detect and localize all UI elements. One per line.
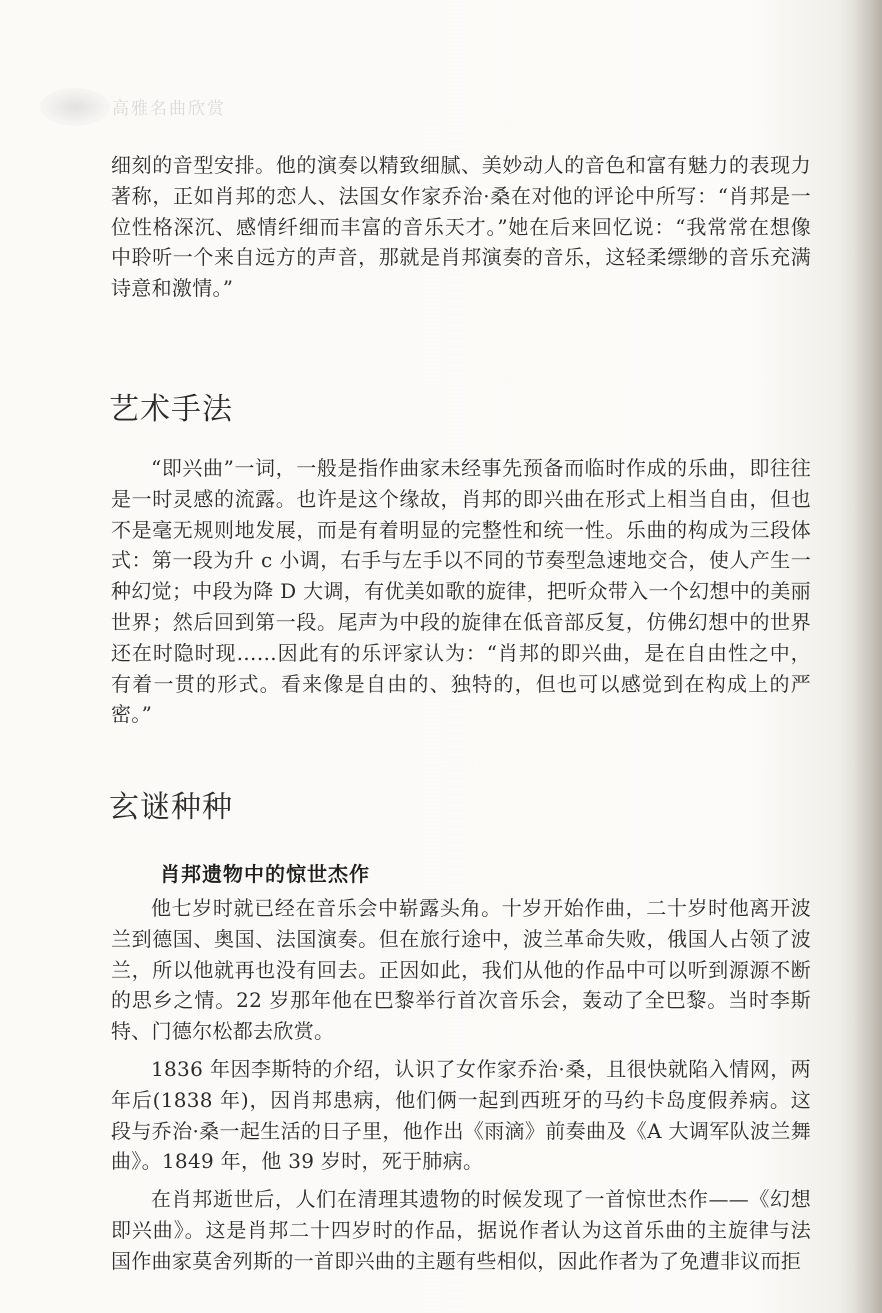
mystery-paragraph-block <box>111 893 811 1277</box>
page-gutter-shadow <box>854 0 882 1313</box>
intro-paragraph-block <box>111 150 811 304</box>
header-ornament-icon <box>40 88 110 126</box>
section-heading-mystery: 玄谜种种 <box>109 790 233 825</box>
art-paragraph: “即兴曲”一词，一般是指作曲家未经事先预备而临时作成的乐曲，即往往是一时灵感的流露。也许是这个缘故，肖邦的即兴曲在形式上相当自由，但也不是毫无规则地发展，而是有着明显的完整性和统一性。乐曲的构成为三段体式：第一段为升 c 小调，右手与左手以不同的节奏型急速地交合，使人产生一种幻觉；中段为降 D 大调，有优美如歌的旋律，把听众带入一个幻想中的美丽世界；然后回到第一段。尾声为中段的旋律在低音部反复，仿佛幻想中的世界还在时隐时现……因此有的乐评家认为：“肖邦的即兴曲，是在自由性之中，有着一贯的形式。看来像是自由的、独特的，但也可以感觉到在构成上的严密。” <box>111 456 811 727</box>
mystery-paragraph-3: 在肖邦逝世后，人们在清理其遗物的时候发现了一首惊世杰作——《幻想即兴曲》。这是肖邦二十四岁时的作品，据说作者认为这首乐曲的主旋律与法国作曲家莫舍列斯的一首即兴曲的主题有些相似，因此作者为了免遭非议而拒 <box>111 1187 811 1273</box>
header-decoration <box>40 70 330 140</box>
header-faded-title: 高雅名曲欣赏 <box>112 99 226 119</box>
intro-paragraph: 细刻的音型安排。他的演奏以精致细腻、美妙动人的音色和富有魅力的表现力著称，正如肖邦的恋人、法国女作家乔治·桑在对他的评论中所写：“肖邦是一位性格深沉、感情纤细而丰富的音乐天才。”她在后来回忆说：“我常常在想像中聆听一个来自远方的声音，那就是肖邦演奏的音乐，这轻柔缥缈的音乐充满诗意和激情。” <box>111 153 811 301</box>
section-heading-art: 艺术手法 <box>109 392 233 427</box>
subsection-heading: 肖邦遗物中的惊世杰作 <box>160 862 370 886</box>
mystery-paragraph-2: 1836 年因李斯特的介绍，认识了女作家乔治·桑，且很快就陷入情网，两年后(1838 年)，因肖邦患病，他们俩一起到西班牙的马约卡岛度假养病。这段与乔治·桑一起生活的日子里，他作出《雨滴》前奏曲及《A 大调军队波兰舞曲》。1849 年，他 39 岁时，死于肺病。 <box>111 1056 811 1174</box>
art-paragraph-block <box>111 453 811 730</box>
mystery-paragraph-1: 他七岁时就已经在音乐会中崭露头角。十岁开始作曲，二十岁时他离开波兰到德国、奥国、法国演奏。但在旅行途中，波兰革命失败，俄国人占领了波兰，所以他就再也没有回去。正因如此，我们从他的作品中可以听到源源不断的思乡之情。22 岁那年他在巴黎举行首次音乐会，轰动了全巴黎。当时李斯特、门德尔松都去欣赏。 <box>111 896 811 1044</box>
